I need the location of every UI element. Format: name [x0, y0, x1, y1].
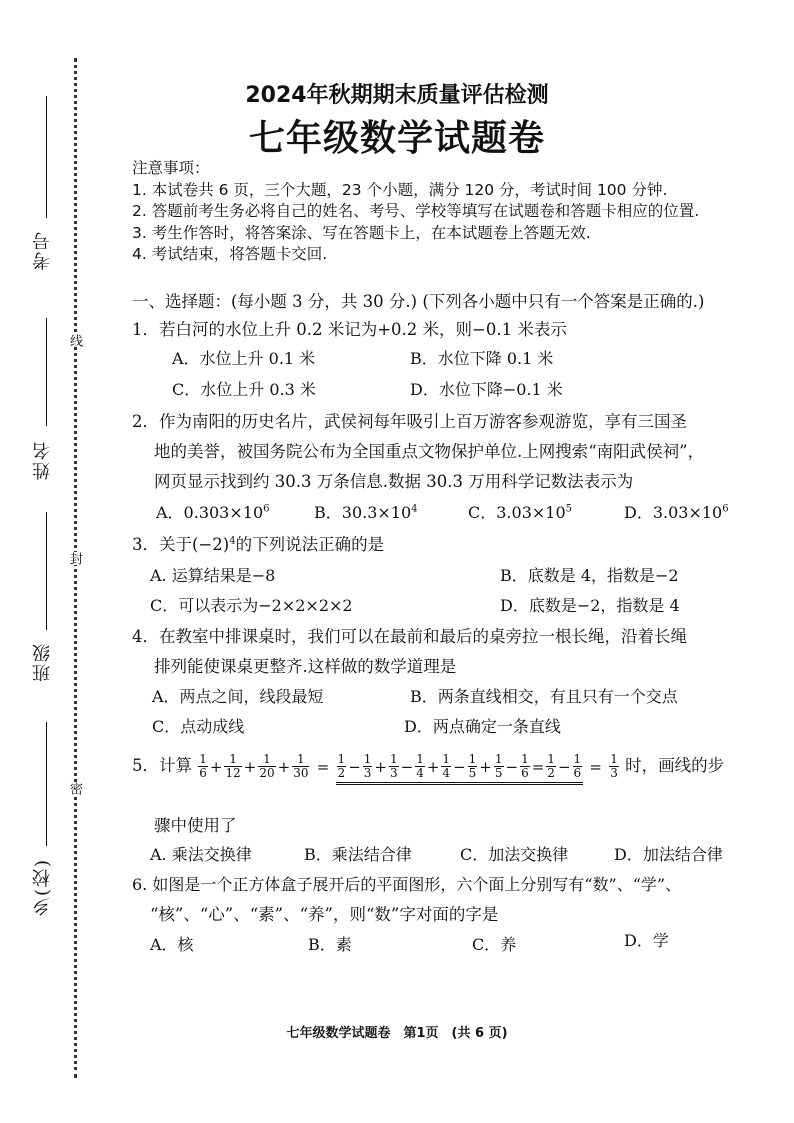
- q1-option-b: B．水位下降 0.1 米: [410, 349, 554, 368]
- margin-label-school: 乡(校): [32, 858, 53, 917]
- school-blank[interactable]: [46, 722, 47, 846]
- notes-item: 2. 答题前考生务必将自己的姓名、考号、学校等填写在试题卷和答题卡相应的位置.: [132, 202, 700, 220]
- fraction: [292, 753, 309, 780]
- plus-sign: +: [426, 757, 440, 776]
- class-blank[interactable]: [46, 512, 47, 630]
- binding-dotted-line: [74, 58, 77, 1078]
- minus-sign: −: [505, 757, 519, 776]
- fraction-denominator: 2: [337, 766, 346, 780]
- q3-option-b: B．底数是 4，指数是−2: [500, 566, 679, 585]
- fraction: [389, 753, 399, 780]
- fraction-denominator: 4: [442, 766, 451, 780]
- q2-option-c-base: C．3.03×10: [468, 503, 566, 522]
- fraction-numerator: 1: [573, 752, 582, 766]
- q3-option-c: C．可以表示为−2×2×2×2: [150, 596, 353, 615]
- question-5-stem: [132, 752, 724, 785]
- seal-mark-seal: 封: [67, 552, 82, 565]
- plus-sign: +: [277, 757, 291, 776]
- q4-option-b: B．两条直线相交，有且只有一个交点: [410, 687, 678, 706]
- notes-block: [132, 158, 699, 266]
- q3-option-d: D．底数是−2，指数是 4: [500, 596, 680, 615]
- q2-option-c-exp: 5: [565, 503, 573, 515]
- q4-option-d: D．两点确定一条直线: [404, 717, 561, 736]
- margin-label-exam-number: 考号: [32, 230, 53, 270]
- fraction-denominator: 5: [468, 766, 477, 780]
- equals-sign: =: [531, 757, 545, 776]
- plus-sign: +: [374, 757, 387, 776]
- fraction-numerator: 1: [258, 753, 275, 767]
- margin-label-class: 班级: [32, 642, 53, 682]
- question-2-line-1: 2．作为南阳的历史名片，武侯祠每年吸引上百万游客参观游览，享有三国圣: [132, 412, 687, 431]
- q4-option-a: A．两点之间，线段最短: [152, 687, 324, 706]
- fraction-denominator: 6: [521, 766, 529, 780]
- fraction-denominator: 12: [225, 766, 241, 780]
- q3-option-a: A. 运算结果是−8: [150, 566, 276, 585]
- q5-underlined-steps: [336, 753, 584, 785]
- minus-sign: −: [453, 757, 466, 776]
- fraction: [520, 753, 530, 780]
- minus-sign: −: [348, 757, 361, 776]
- plus-sign: +: [209, 757, 223, 776]
- fraction-denominator: 5: [494, 766, 503, 780]
- question-6-line-2: “核”、“心”、“素”、“养”，则“数”字对面的字是: [150, 905, 499, 924]
- fraction-denominator: 20: [259, 766, 275, 780]
- fraction-denominator: 2: [547, 766, 555, 780]
- q2-option-b-exp: 4: [411, 503, 418, 515]
- plus-sign: +: [243, 757, 257, 776]
- q2-option-b: [314, 500, 418, 523]
- q2-option-d: [624, 500, 729, 523]
- fraction: [573, 753, 583, 780]
- exam-subtitle: 2024年秋期期末质量评估检测: [245, 83, 549, 108]
- fraction-numerator: 1: [199, 752, 207, 766]
- margin-label-name: 姓名: [32, 440, 53, 480]
- fraction-numerator: 1: [547, 752, 555, 766]
- q2-option-a-exp: 6: [263, 503, 270, 515]
- q5-terms: [197, 752, 310, 780]
- notes-item: 3. 考生作答时，将答案涂、写在答题卡上，在本试题卷上答题无效.: [132, 223, 591, 242]
- fraction: [224, 753, 241, 780]
- minus-sign: −: [400, 757, 414, 776]
- question-5-line-2: 骤中使用了: [154, 816, 237, 835]
- name-blank[interactable]: [46, 318, 47, 426]
- q6-option-c: C．养: [472, 935, 517, 954]
- fraction-denominator: 30: [293, 766, 309, 780]
- q6-option-d: D．学: [624, 931, 669, 950]
- notes-item: 1. 本试卷共 6 页，三个大题，23 个小题，满分 120 分，考试时间 100 分钟.: [132, 180, 668, 199]
- fraction: [468, 753, 478, 780]
- fraction-numerator: 1: [224, 753, 241, 767]
- question-3-stem: [132, 531, 384, 555]
- fraction-numerator: 1: [416, 752, 424, 766]
- fraction: [337, 753, 347, 780]
- q2-option-d-base: D．3.03×10: [624, 503, 723, 522]
- q2-option-a-base: A．0.303×10: [156, 503, 264, 522]
- q5-option-a: A. 乘法交换律: [150, 845, 252, 864]
- q6-option-a: A．核: [150, 935, 194, 954]
- fraction: [258, 753, 275, 780]
- question-2-line-3: 网页显示找到约 30.3 万条信息.数据 30.3 万用科学记数法表示为: [154, 472, 634, 491]
- q1-option-d: D．水位下降−0.1 米: [410, 380, 563, 399]
- fraction-numerator: 1: [521, 752, 529, 766]
- page-footer: 七年级数学试题卷 第1页 (共 6 页): [286, 1026, 508, 1041]
- notes-heading: 注意事项：: [132, 159, 210, 177]
- fraction-denominator: 6: [199, 766, 207, 780]
- fraction: [546, 753, 556, 780]
- minus-sign: −: [557, 757, 571, 776]
- fraction: [415, 753, 425, 780]
- notes-item: 4. 考试结束，将答题卡交回.: [132, 245, 328, 263]
- fraction: [363, 753, 373, 780]
- fraction-numerator: 1: [442, 752, 451, 766]
- q2-option-c: [468, 500, 572, 523]
- fraction-denominator: 3: [389, 766, 398, 780]
- section-heading: 一、选择题：(每小题 3 分，共 30 分.) (下列各小题中只有一个答案是正确的.): [132, 292, 705, 311]
- q1-option-a: A．水位上升 0.1 米: [172, 349, 316, 368]
- fraction-numerator: 1: [363, 752, 372, 766]
- fraction: [198, 753, 208, 780]
- q3-prefix: 3．关于(−2): [132, 535, 230, 554]
- fraction: [441, 753, 451, 780]
- q5-equals: =: [316, 757, 330, 776]
- fraction-numerator: 1: [389, 752, 398, 766]
- question-4-line-1: 4．在教室中排课桌时，我们可以在最前和最后的桌旁拉一根长绳，沿着长绳: [132, 627, 687, 646]
- q4-option-c: C．点动成线: [152, 717, 245, 736]
- q5-result-den: 3: [610, 766, 618, 780]
- q5-equals: =: [589, 757, 602, 776]
- question-4-line-2: 排列能使课桌更整齐.这样做的数学道理是: [154, 657, 457, 676]
- q5-option-d: D．加法结合律: [614, 845, 723, 864]
- fraction: [494, 753, 504, 780]
- q1-option-c: C．水位上升 0.3 米: [172, 380, 316, 399]
- plus-sign: +: [479, 757, 492, 776]
- exam-title: 七年级数学试题卷: [248, 118, 545, 159]
- q5-result-num: 1: [610, 752, 618, 766]
- q2-option-a: [156, 500, 270, 523]
- fraction-numerator: 1: [494, 752, 503, 766]
- q5-result-fraction: [609, 753, 619, 780]
- q5-option-c: C．加法交换律: [460, 845, 569, 864]
- seal-mark-secret: 密: [67, 782, 82, 795]
- q3-suffix: 的下列说法正确的是: [235, 535, 385, 554]
- fraction-numerator: 1: [292, 753, 309, 767]
- q2-option-d-exp: 6: [722, 503, 729, 515]
- q5-suffix: 时，画线的步: [625, 756, 725, 775]
- q6-option-b: B．素: [308, 935, 352, 954]
- question-1-stem: 1．若白河的水位上升 0.2 米记为+0.2 米，则−0.1 米表示: [132, 320, 567, 339]
- fraction-denominator: 6: [573, 766, 582, 780]
- seal-mark-line: 线: [67, 334, 82, 347]
- q3-exp: 4: [229, 535, 236, 547]
- q2-option-b-base: B．30.3×10: [314, 503, 412, 522]
- question-2-line-2: 地的美誉，被国务院公布为全国重点文物保护单位.上网搜索“南阳武侯祠”，: [154, 442, 705, 461]
- q5-option-b: B．乘法结合律: [304, 845, 412, 864]
- fraction-numerator: 1: [468, 752, 477, 766]
- fraction-denominator: 4: [416, 766, 424, 780]
- fraction-numerator: 1: [337, 752, 346, 766]
- question-6-line-1: 6. 如图是一个正方体盒子展开后的平面图形，六个面上分别写有“数”、“学”、: [132, 875, 682, 894]
- fraction-denominator: 3: [363, 766, 372, 780]
- q5-prefix: 5．计算: [132, 756, 192, 775]
